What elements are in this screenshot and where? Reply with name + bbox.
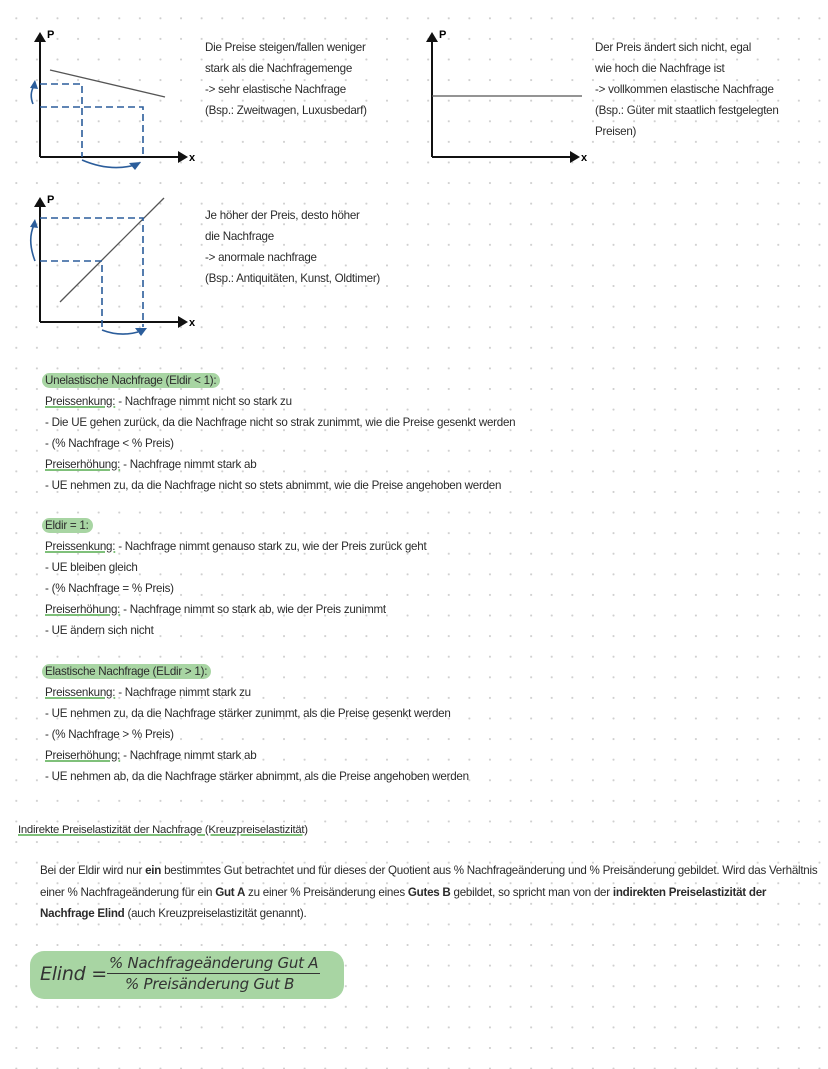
text-line: Preisen)	[595, 125, 637, 138]
bold-text: indirekten Preiselastizität der Nachfrage Elind	[40, 885, 767, 920]
axis-arrowheads	[34, 197, 188, 328]
text-line: -> anormale nachfrage	[205, 251, 317, 264]
label-preiserhoehung: Preiserhöhung:	[45, 603, 121, 616]
axis-label-x: x	[189, 152, 195, 164]
text-line: - UE nehmen ab, da die Nachfrage stärker abnimmt, als die Preise angehoben werden	[45, 770, 469, 783]
text: Bei der Eldir wird nur	[40, 864, 146, 877]
text-line: stark als die Nachfragemenge	[205, 62, 353, 75]
graph-description	[205, 37, 367, 121]
indirect-paragraph	[40, 860, 820, 925]
axes	[432, 38, 570, 157]
axis-arrowheads	[34, 32, 188, 163]
formula-box	[30, 951, 344, 999]
quantity-change-arrow	[82, 160, 135, 168]
text-line: - UE bleiben gleich	[45, 561, 138, 574]
text-line: Je höher der Preis, desto höher	[205, 209, 360, 222]
label-preissenkung: Preissenkung:	[45, 540, 116, 553]
dashed-guides	[40, 84, 143, 157]
section-title: Unelastische Nachfrage (Eldir < 1):	[42, 373, 220, 388]
text-line: (Bsp.: Zweitwagen, Luxusbedarf)	[205, 104, 367, 117]
text-line: wie hoch die Nachfrage ist	[595, 62, 725, 75]
text-line: - (% Nachfrage > % Preis)	[45, 728, 174, 741]
text-line: -> vollkommen elastische Nachfrage	[595, 83, 774, 96]
demand-curve	[60, 198, 164, 302]
text: zu einer % Preisänderung eines	[245, 885, 408, 899]
text-line: - (% Nachfrage = % Preis)	[45, 582, 174, 595]
graph-abnormal-demand	[0, 185, 210, 345]
text: bestimmtes Gut betrachtet und für dieses der Quotient aus % Nachfrageänderung und % Preisänderung gebildet. Wird das Verhältnis einer % Nachfrageänderung für ein	[40, 864, 818, 899]
text-line: - (% Nachfrage < % Preis)	[45, 437, 174, 450]
text: - Nachfrage nimmt so stark ab, wie der Preis zunimmt	[120, 603, 386, 616]
quantity-change-arrow	[102, 330, 138, 334]
formula-denominator: % Preisänderung Gut B	[125, 975, 295, 993]
arrowhead-icon	[30, 80, 38, 89]
label-preissenkung: Preissenkung:	[45, 686, 116, 699]
text-line: -> sehr elastische Nachfrage	[205, 83, 346, 96]
formula-numerator: % Nachfrageänderung Gut A	[109, 954, 319, 972]
graph-description	[595, 37, 779, 142]
graph-perfectly-elastic-demand	[420, 20, 600, 180]
bold-text: Gutes B	[407, 885, 451, 899]
indirect-heading: Indirekte Preiselastizität der Nachfrage (Kreuzpreiselastizität)	[18, 824, 308, 836]
graph-description	[205, 205, 380, 289]
label-preiserhoehung: Preiserhöhung:	[45, 458, 121, 471]
text-line: (Bsp.: Antiquitäten, Kunst, Oldtimer)	[205, 272, 381, 285]
arrowhead-icon	[30, 219, 38, 228]
section-elastic	[45, 661, 469, 787]
formula-lhs: Elind =	[40, 963, 107, 985]
price-change-arrow	[31, 86, 34, 104]
axes	[40, 38, 178, 157]
section-unit-elastic	[45, 515, 426, 641]
price-change-arrow	[31, 225, 35, 261]
axis-label-p: P	[47, 29, 55, 41]
bold-text: ein	[145, 864, 162, 877]
text-line: Die Preise steigen/fallen weniger	[205, 41, 366, 54]
label-preiserhoehung: Preiserhöhung:	[45, 749, 121, 762]
text: (auch Kreuzpreiselastizität genannt).	[124, 907, 307, 920]
text-line: Der Preis ändert sich nicht, egal	[595, 41, 752, 54]
axis-arrowheads	[426, 32, 580, 163]
text-line: - UE ändern sich nicht	[45, 624, 154, 637]
text: - Nachfrage nimmt stark ab	[120, 749, 257, 762]
graph-elastic-demand	[0, 20, 210, 180]
text: - Nachfrage nimmt nicht so stark zu	[115, 395, 292, 408]
bold-text: Gut A	[215, 885, 246, 899]
text: - Nachfrage nimmt stark zu	[115, 686, 251, 699]
label-preissenkung: Preissenkung:	[45, 395, 116, 408]
axis-label-p: P	[47, 194, 55, 206]
axis-label-x: x	[581, 152, 587, 164]
axis-label-p: P	[439, 29, 447, 41]
text-line: - UE nehmen zu, da die Nachfrage stärker zunimmt, als die Preise gesenkt werden	[45, 707, 451, 720]
section-inelastic	[45, 370, 515, 496]
text-line: - Die UE gehen zurück, da die Nachfrage nicht so strak zunimmt, wie die Preise gesenkt werden	[45, 416, 516, 429]
section-title: Elastische Nachfrage (ELdir > 1):	[42, 664, 211, 679]
section-title: Eldir = 1:	[42, 518, 93, 533]
text-line: (Bsp.: Güter mit staatlich festgelegten	[595, 104, 779, 117]
text: - Nachfrage nimmt genauso stark zu, wie der Preis zurück geht	[115, 540, 427, 553]
axis-label-x: x	[189, 317, 195, 329]
text-line: die Nachfrage	[205, 230, 274, 243]
text: - Nachfrage nimmt stark ab	[120, 458, 257, 471]
text-line: - UE nehmen zu, da die Nachfrage nicht so stets abnimmt, wie die Preise angehoben werden	[45, 479, 502, 492]
text: gebildet, so spricht man von der	[450, 885, 613, 899]
axes	[40, 203, 178, 322]
